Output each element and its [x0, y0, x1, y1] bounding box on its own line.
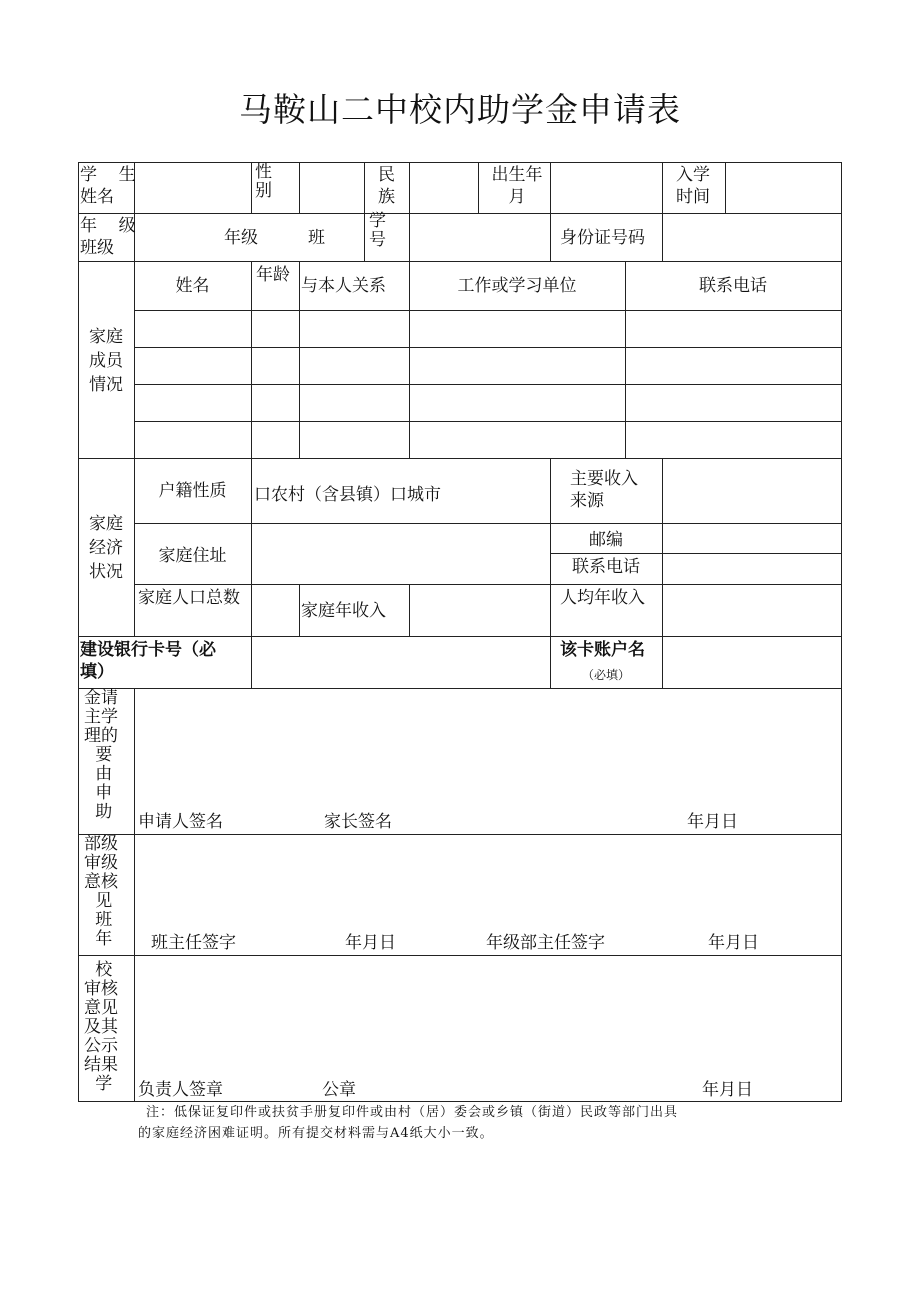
- birth-date-label: 出生年 月: [491, 165, 543, 207]
- column-line: [662, 162, 663, 213]
- column-line: [409, 213, 410, 261]
- reason-section-label: 金请 主学 理的 要 由 申 助: [84, 688, 118, 822]
- row-line: [78, 834, 842, 835]
- official-seal-label: 公章: [322, 1080, 356, 1100]
- row-line: [78, 213, 842, 214]
- hukou-label: 户籍性质: [158, 481, 227, 501]
- school-review-section-label: 校 审核 意见 及其 公示 结果 学: [84, 960, 118, 1094]
- row-line: [134, 523, 842, 524]
- grade-review-date-label: 年月日: [708, 933, 759, 953]
- footnote-line-1: 注：低保证复印件或扶贫手册复印件或由村（居）委会或乡镇（街道）民政等部门出具: [146, 1105, 679, 1120]
- family-members-section-label: 家庭 成员 情况: [89, 327, 123, 395]
- hukou-options: 口农村（含县镇）口城市: [254, 485, 441, 505]
- class-review-section-label: 部级 审级 意核 见 班 年: [84, 834, 118, 949]
- parent-signature-label: 家长签名: [324, 812, 392, 832]
- family-header-work-unit: 工作或学习单位: [457, 276, 577, 296]
- column-line: [134, 688, 135, 1102]
- row-line: [78, 636, 842, 637]
- reason-date-label: 年月日: [687, 812, 738, 832]
- student-number-label: 学 号: [369, 211, 386, 250]
- column-line: [662, 213, 663, 261]
- ethnicity-label: 民 族: [378, 165, 395, 207]
- row-line: [78, 1101, 842, 1102]
- contact-phone-label: 联系电话: [572, 557, 640, 577]
- row-line: [78, 688, 842, 689]
- grade-head-signature-label: 年级部主任签字: [486, 933, 605, 953]
- household-population-label: 家庭人口总数: [138, 588, 240, 608]
- application-form-table: [78, 162, 842, 1102]
- column-line: [725, 162, 726, 213]
- row-line: [78, 955, 842, 956]
- responsible-seal-label: 负责人签章: [138, 1080, 223, 1100]
- required-note: （必填）: [581, 668, 630, 682]
- enroll-time-label: 入学 时间: [676, 165, 710, 207]
- postcode-label: 邮编: [589, 530, 623, 550]
- class-unit-text: 班: [308, 228, 325, 248]
- row-line: [78, 458, 842, 459]
- bank-card-number-label: 建设银行卡号（必 填）: [80, 640, 216, 682]
- row-line: [134, 384, 842, 385]
- column-line: [662, 636, 663, 688]
- column-line: [78, 162, 79, 1102]
- column-line: [251, 458, 252, 636]
- column-line: [299, 162, 300, 213]
- row-line: [550, 553, 842, 554]
- head-teacher-signature-label: 班主任签字: [151, 933, 236, 953]
- column-line: [364, 162, 365, 213]
- row-line: [134, 584, 842, 585]
- row-line: [78, 261, 842, 262]
- family-economy-section-label: 家庭 经济 状况: [89, 514, 123, 582]
- column-line: [251, 261, 252, 458]
- family-header-name: 姓名: [175, 276, 210, 296]
- column-line: [251, 636, 252, 688]
- column-line: [251, 162, 252, 213]
- column-line: [299, 584, 300, 636]
- family-header-relation: 与本人关系: [301, 276, 386, 296]
- income-source-label: 主要收入 来源: [570, 469, 638, 511]
- family-header-phone: 联系电话: [699, 276, 767, 296]
- grade-unit-text: 年级: [224, 228, 258, 248]
- gender-label: 性 别: [255, 162, 272, 201]
- school-review-date-label: 年月日: [702, 1080, 753, 1100]
- row-line: [134, 310, 842, 311]
- family-header-age: 年龄: [256, 265, 290, 285]
- per-capita-income-label: 人均年收入: [560, 588, 645, 608]
- row-line: [134, 347, 842, 348]
- applicant-signature-label: 申请人签名: [138, 812, 223, 832]
- id-number-label: 身份证号码: [560, 228, 645, 248]
- class-review-date-label: 年月日: [345, 933, 396, 953]
- row-line: [78, 162, 842, 163]
- row-line: [134, 421, 842, 422]
- column-line: [364, 213, 365, 261]
- column-line: [841, 162, 842, 1102]
- column-line: [299, 261, 300, 458]
- column-line: [478, 162, 479, 213]
- student-name-label: 学 生 姓名: [80, 165, 136, 207]
- page-title: 马鞍山二中校内助学金申请表: [239, 90, 681, 129]
- annual-income-label: 家庭年收入: [301, 601, 386, 621]
- address-label: 家庭住址: [158, 546, 227, 566]
- column-line: [409, 162, 410, 213]
- account-name-label: 该卡账户名: [560, 640, 645, 660]
- grade-class-label: 年 级 班级: [80, 216, 136, 258]
- footnote-line-2: 的家庭经济困难证明。所有提交材料需与A4纸大小一致。: [138, 1126, 494, 1141]
- column-line: [409, 584, 410, 636]
- column-line: [550, 213, 551, 261]
- column-line: [662, 458, 663, 636]
